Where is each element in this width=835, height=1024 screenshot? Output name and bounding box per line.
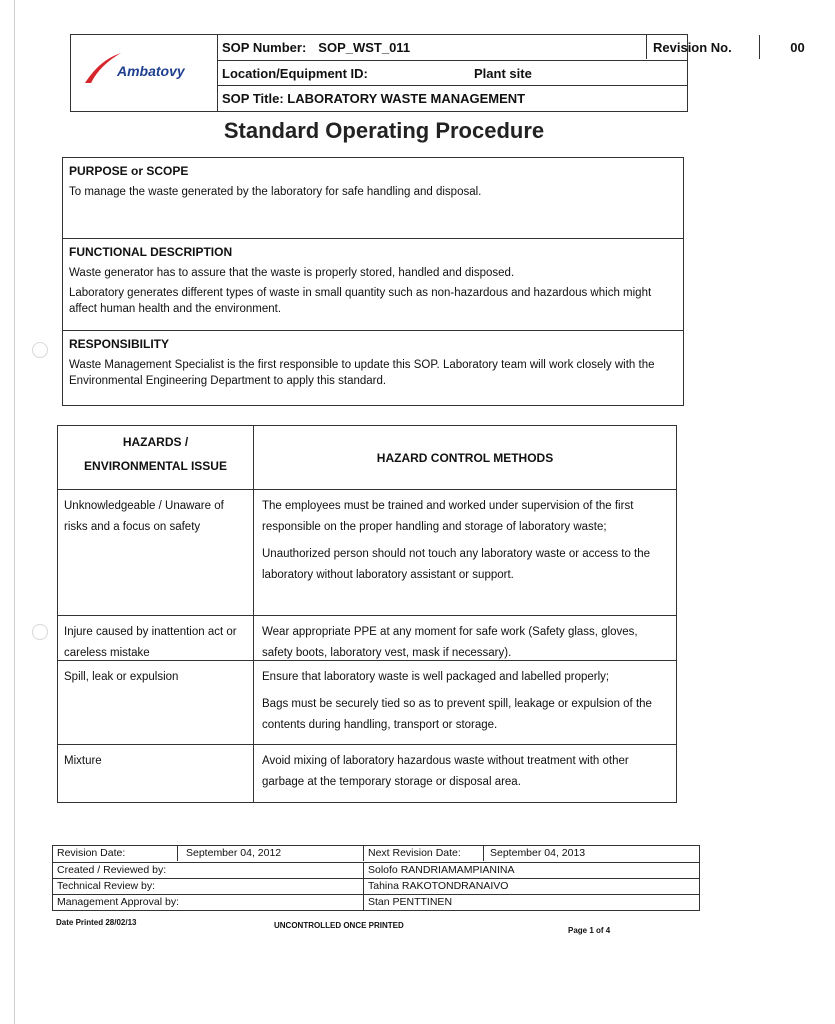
table-row (58, 489, 676, 615)
management-row (53, 894, 699, 910)
functional-section (63, 238, 683, 330)
control-text: Ensure that laboratory waste is well packaged and labelled properly; (262, 671, 610, 683)
revision-footer (52, 845, 700, 911)
date-printed: Date Printed 28/02/13 (56, 918, 137, 927)
functional-text-2: Laboratory generates different types of waste in small quantity such as non-hazardous and hazardous which might affect human health and the environment. (69, 287, 652, 315)
sop-number-row (218, 35, 805, 61)
purpose-heading: PURPOSE or SCOPE (69, 164, 189, 178)
management-by: Stan PENTTINEN (363, 895, 699, 910)
hazard-cell: Spill, leak or expulsion (58, 661, 254, 744)
location-label: Location/Equipment ID: (222, 65, 368, 81)
control-text: Wear appropriate PPE at any moment for safe work (Safety glass, gloves, safety boots, laboratory vest, mask if necessary). (262, 626, 638, 659)
responsibility-section (63, 330, 683, 405)
management-label: Management Approval by: (57, 896, 179, 908)
revision-date-row (53, 846, 699, 862)
hazard-table-header (58, 426, 676, 489)
control-cell (254, 616, 676, 660)
page-edge (14, 0, 15, 1024)
hazard-table (57, 425, 677, 803)
punch-hole (32, 624, 48, 640)
sop-number-label: SOP Number: (222, 39, 307, 55)
revision-date-value: September 04, 2012 (177, 846, 357, 861)
location-row (218, 61, 687, 87)
responsibility-text: Waste Management Specialist is the first responsible to update this SOP. Laboratory team will work closely with the Environmental Engineering Department to apply this standard. (69, 359, 655, 387)
hazard-header-line-1: HAZARDS / (122, 435, 189, 449)
technical-row (53, 878, 699, 894)
table-row (58, 744, 676, 802)
purpose-text: To manage the waste generated by the laboratory for safe handling and disposal. (69, 186, 482, 198)
functional-heading: FUNCTIONAL DESCRIPTION (69, 245, 233, 259)
next-revision-label: Next Revision Date: (363, 846, 483, 861)
hazard-cell: Unknowledgeable / Unaware of risks and a focus on safety (58, 490, 254, 615)
sop-number-value: SOP_WST_011 (318, 39, 411, 55)
sop-title: SOP Title: LABORATORY WASTE MANAGEMENT (222, 91, 526, 107)
control-text: Avoid mixing of laboratory hazardous waste without treatment with other garbage at the temporary storage or disposal area. (262, 755, 629, 788)
responsibility-heading: RESPONSIBILITY (69, 337, 170, 351)
logo-cell (71, 35, 218, 111)
revision-value: 00 (759, 35, 835, 59)
sop-title-row (218, 86, 687, 111)
control-column-header: HAZARD CONTROL METHODS (376, 451, 554, 465)
revision-label: Revision No. (646, 35, 759, 59)
hazard-column-header (58, 426, 254, 489)
revision-date-label: Revision Date: (57, 847, 126, 859)
page-title: Standard Operating Procedure (223, 118, 545, 143)
control-cell (254, 745, 676, 802)
technical-label: Technical Review by: (57, 880, 156, 892)
table-row (58, 615, 676, 660)
control-text: The employees must be trained and worked under supervision of the first responsible on the proper handling and storage of laboratory waste; (262, 500, 634, 533)
uncontrolled-notice: UNCONTROLLED ONCE PRINTED (274, 921, 404, 930)
technical-by: Tahina RAKOTONDRANAIVO (363, 879, 699, 894)
functional-text-1: Waste generator has to assure that the waste is properly stored, handled and disposed. (69, 267, 515, 279)
control-text: Bags must be securely tied so as to prevent spill, leakage or expulsion of the contents during handling, transport or storage. (262, 698, 652, 731)
hazard-cell: Injure caused by inattention act or careless mistake (58, 616, 254, 660)
created-label: Created / Reviewed by: (57, 864, 167, 876)
punch-hole (32, 342, 48, 358)
purpose-section (63, 158, 683, 238)
page-number: Page 1 of 4 (568, 926, 611, 935)
logo-text: Ambatovy (117, 63, 185, 79)
description-box (62, 157, 684, 406)
hazard-cell: Mixture (58, 745, 254, 802)
location-value: Plant site (474, 65, 532, 81)
control-text: Unauthorized person should not touch any laboratory waste or access to the laboratory without laboratory assistant or support. (262, 548, 651, 581)
next-revision-value: September 04, 2013 (483, 846, 699, 861)
table-row (58, 660, 676, 744)
created-by: Solofo RANDRIAMAMPIANINA (363, 863, 699, 878)
created-row (53, 862, 699, 878)
control-cell (254, 661, 676, 744)
control-cell (254, 490, 676, 615)
sop-header (70, 34, 805, 112)
hazard-header-line-2: ENVIRONMENTAL ISSUE (84, 459, 227, 473)
